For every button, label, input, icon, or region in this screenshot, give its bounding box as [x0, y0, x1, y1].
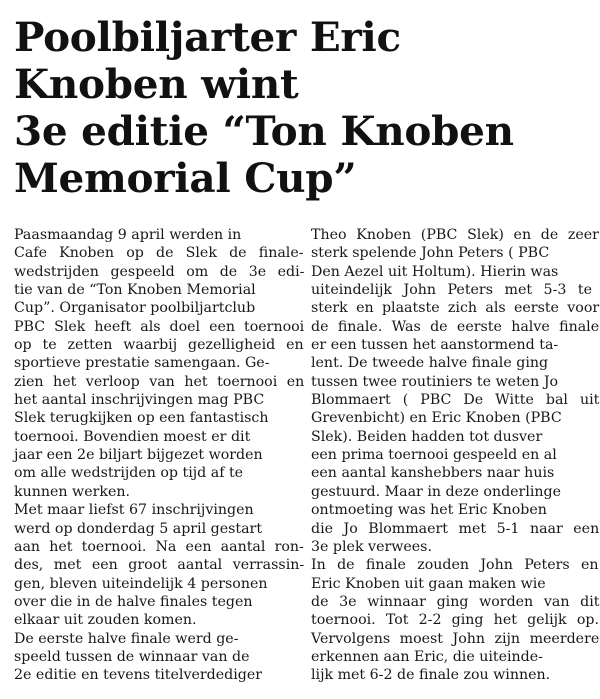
- article-headline: [14, 14, 594, 202]
- body-text-line: Cup”. Organisator poolbiljartclub: [14, 300, 256, 317]
- article-column-left: [14, 226, 304, 685]
- body-text-line: 2e editie en tevens titelverdediger: [14, 667, 262, 684]
- body-text-line: toernooi. Tot 2-2 ging het gelijk op.: [311, 612, 599, 629]
- body-text-line: tie van de “Ton Knoben Memorial: [14, 282, 256, 299]
- headline-line: Knoben wint: [14, 60, 299, 108]
- article-column-right: [311, 226, 599, 685]
- body-text-line: erkennen aan Eric, die uiteinde-: [311, 648, 543, 665]
- body-text-line: Grevenbicht) en Eric Knoben (PBC: [311, 410, 562, 427]
- body-text-line: Blommaert ( PBC De Witte bal uit: [311, 392, 600, 409]
- body-text-line: een prima toernooi gespeeld en al: [311, 447, 557, 464]
- body-text-line: kunnen werken.: [14, 483, 131, 500]
- body-text-line: Theo Knoben (PBC Slek) en de zeer: [311, 227, 599, 243]
- body-text-line: lent. De tweede halve finale ging: [311, 355, 549, 372]
- body-text-line: jaar een 2e biljart bijgezet worden: [14, 447, 263, 464]
- body-text-line: die Jo Blommaert met 5-1 naar een: [311, 520, 600, 537]
- body-text-line: het aantal inschrijvingen mag PBC: [14, 392, 265, 409]
- body-text-line: ontmoeting was het Eric Knoben: [311, 502, 547, 519]
- body-text-line: Vervolgens moest John zijn meerdere: [311, 630, 600, 647]
- headline-line: Poolbiljarter Eric: [14, 13, 401, 61]
- body-text-line: om alle wedstrijden op tijd af te: [14, 465, 244, 482]
- body-text-line: een aantal kanshebbers naar huis: [311, 465, 555, 482]
- body-text-line: 3e plek verwees.: [311, 538, 432, 555]
- body-text-line: op te zetten waarbij gezelligheid en: [14, 337, 304, 354]
- body-text-line: Eric Knoben uit gaan maken wie: [311, 575, 546, 592]
- body-text-line: over die in de halve finales tegen: [14, 593, 253, 610]
- body-text-line: Slek). Beiden hadden tot dusver: [311, 428, 543, 445]
- body-text-line: Paasmaandag 9 april werden in: [14, 227, 242, 243]
- body-text-line: tussen twee routiniers te weten Jo: [311, 373, 559, 390]
- body-text-line: sterk en plaatste zich als eerste voor: [311, 300, 600, 317]
- body-text-line: speeld tussen de winnaar van de: [14, 648, 250, 665]
- body-text-line: gen, bleven uiteindelijk 4 personen: [14, 575, 268, 592]
- body-text-line: werd op donderdag 5 april gestart: [14, 520, 263, 537]
- body-text-line: uiteindelijk John Peters met 5-3 te: [311, 282, 593, 299]
- body-text-line: wedstrijden gespeeld om de 3e edi-: [14, 263, 305, 280]
- body-text-line: gestuurd. Maar in deze onderlinge: [311, 483, 562, 500]
- body-text-line: de 3e winnaar ging worden van dit: [311, 593, 600, 610]
- body-text-line: PBC Slek heeft als doel een toernooi: [14, 318, 305, 335]
- body-text-line: sportieve prestatie samengaan. Ge-: [14, 355, 270, 372]
- body-text-line: Met maar liefst 67 inschrijvingen: [14, 502, 254, 519]
- body-text-line: De eerste halve finale werd ge-: [14, 630, 239, 647]
- body-text-line: aan het toernooi. Na een aantal ron-: [14, 538, 304, 555]
- body-text-line: elkaar uit zouden komen.: [14, 612, 197, 629]
- body-text-line: Cafe Knoben op de Slek de finale-: [14, 245, 304, 262]
- headline-line: 3e editie “Ton Knoben: [14, 107, 514, 155]
- body-text-line: zien het verloop van het toernooi en: [14, 373, 305, 390]
- headline-line: Memorial Cup”: [14, 154, 357, 202]
- body-text-line: sterk spelende John Peters ( PBC: [311, 245, 550, 262]
- body-text-line: In de finale zouden John Peters en: [311, 557, 599, 574]
- body-text-line: lijk met 6-2 de finale zou winnen.: [311, 667, 551, 684]
- body-text-line: Den Aezel uit Holtum). Hierin was: [311, 263, 559, 280]
- body-text-line: de finale. Was de eerste halve finale: [311, 318, 600, 335]
- body-text-line: toernooi. Bovendien moest er dit: [14, 428, 251, 445]
- body-text-line: Slek terugkijken op een fantastisch: [14, 410, 269, 427]
- body-text-line: des, met een groot aantal verrassin-: [14, 557, 305, 574]
- body-text-line: er een tussen het aanstormend ta-: [311, 337, 559, 354]
